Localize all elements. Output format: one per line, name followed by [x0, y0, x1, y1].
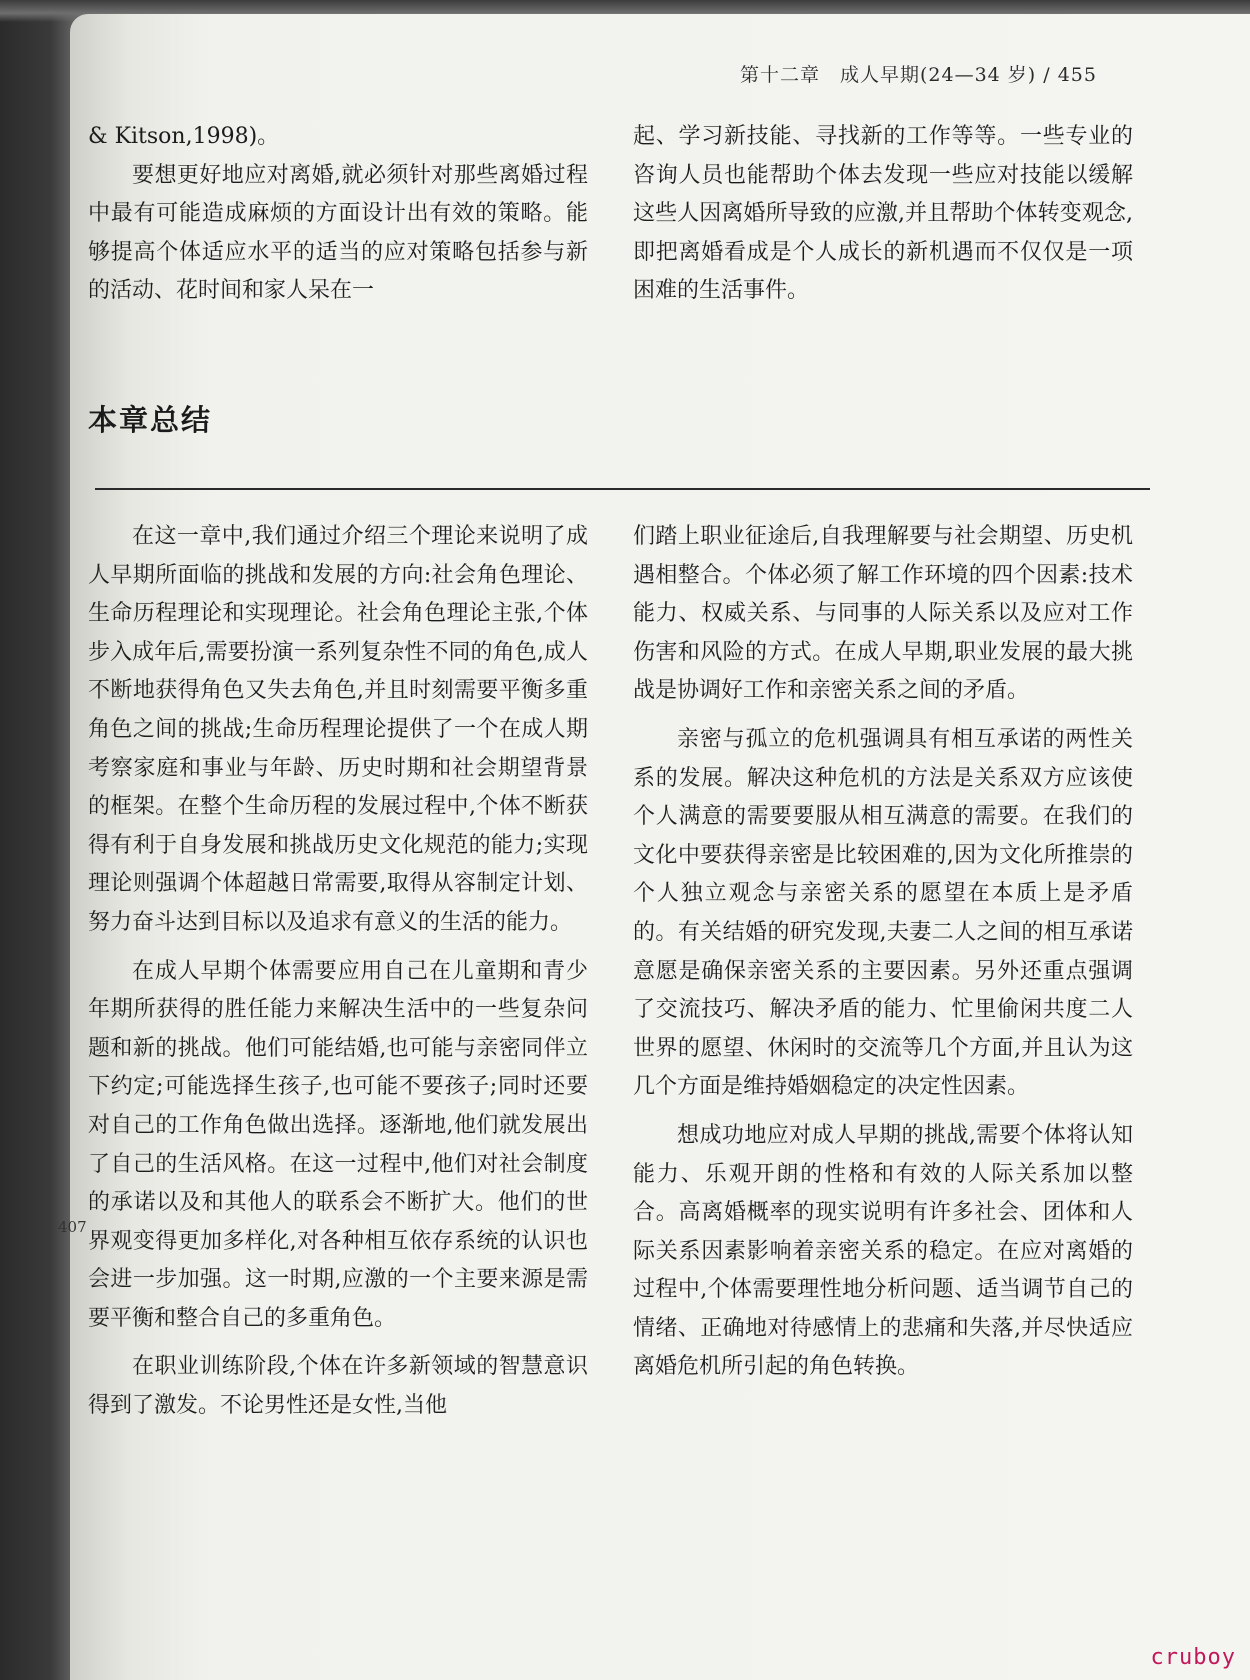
paragraph: 在成人早期个体需要应用自己在儿童期和青少年期所获得的胜任能力来解决生活中的一些复杂问题和新的挑战。他们可能结婚,也可能与亲密同伴立下约定;可能选择生孩子,也可能不要孩子;同时还要对自己的工作角色做出选择。逐渐地,他们就发展出了自己的生活风格。在这一过程中,他们对社会制度的承诺以及和其他人的联系会不断扩大。他们的世界观变得更加多样化,对各种相互依存系统的认识也会进一步加强。这一时期,应激的一个主要来源是需要平衡和整合自己的多重角色。 — [88, 958, 588, 1331]
paragraph: 在这一章中,我们通过介绍三个理论来说明了成人早期所面临的挑战和发展的方向:社会角色理论、生命历程理论和实现理论。社会角色理论主张,个体步入成年后,需要扮演一系列复杂性不同的角色,成人不断地获得角色又失去角色,并且时刻需要平衡多重角色之间的挑战;生命历程理论提供了一个在成人期考察家庭和事业与年龄、历史时期和社会期望背景的框架。在整个生命历程的发展过程中,个体不断获得有利于自身发展和挑战历史文化规范的能力;实现理论则强调个体超越日常需要,取得从容制定计划、努力奋斗达到目标以及追求有意义的生活的能力。 — [88, 524, 588, 935]
running-head: 第十二章 成人早期(24—34 岁) / 455 — [740, 64, 1097, 86]
summary-left-column — [88, 518, 588, 1426]
paragraph: 在职业训练阶段,个体在许多新领域的智慧意识得到了激发。不论男性还是女性,当他 — [88, 1354, 588, 1419]
section-divider — [95, 488, 1150, 490]
paragraph: 要想更好地应对离婚,就必须针对那些离婚过程中最有可能造成麻烦的方面设计出有效的策略。能够提高个体适应水平的适当的应对策略包括参与新的活动、花时间和家人呆在一 — [88, 162, 588, 304]
paragraph: 亲密与孤立的危机强调具有相互承诺的两性关系的发展。解决这种危机的方法是关系双方应该使个人满意的需要要服从相互满意的需要。在我们的文化中要获得亲密是比较困难的,因为文化所推崇的个人独立观念与亲密关系的愿望在本质上是矛盾的。有关结婚的研究发现,夫妻二人之间的相互承诺意愿是确保亲密关系的主要因素。另外还重点强调了交流技巧、解决矛盾的能力、忙里偷闲共度二人世界的愿望、休闲时的交流等几个方面,并且认为这几个方面是维持婚姻稳定的决定性因素。 — [633, 726, 1133, 1100]
paragraph: 起、学习新技能、寻找新的工作等等。一些专业的咨询人员也能帮助个体去发现一些应对技能以缓解这些人因离婚所导致的应激,并且帮助个体转变观念,即把离婚看成是个人成长的新机遇而不仅仅是一项困难的生活事件。 — [633, 124, 1133, 304]
section-title: 本章总结 — [88, 403, 213, 437]
citation-fragment: & Kitson,1998)。 — [88, 124, 280, 149]
paragraph: 想成功地应对成人早期的挑战,需要个体将认知能力、乐观开朗的性格和有效的人际关系加以整合。高离婚概率的现实说明有许多社会、团体和人际关系因素影响着亲密关系的稳定。在应对离婚的过程中,个体需要理性地分析问题、适当调节自己的情绪、正确地对待感情上的悲痛和失落,并尽快适应离婚危机所引起的角色转换。 — [633, 1122, 1133, 1380]
paragraph: 们踏上职业征途后,自我理解要与社会期望、历史机遇相整合。个体必须了解工作环境的四个因素:技术能力、权威关系、与同事的人际关系以及应对工作伤害和风险的方式。在成人早期,职业发展的最大挑战是协调好工作和亲密关系之间的矛盾。 — [633, 524, 1133, 704]
top-left-column — [88, 118, 588, 311]
watermark: cruboy — [1150, 1645, 1236, 1670]
margin-page-number: 407 — [58, 1218, 87, 1236]
summary-right-column — [633, 518, 1133, 1387]
top-right-column — [633, 118, 1133, 311]
